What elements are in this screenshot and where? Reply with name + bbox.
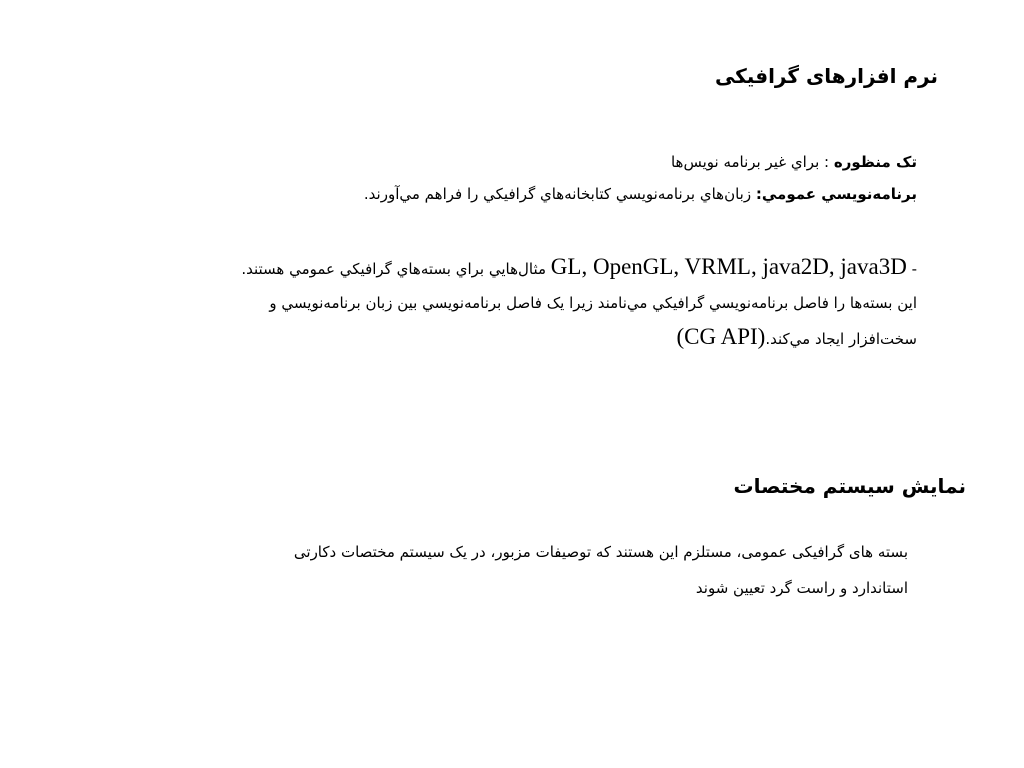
- general-programming-term: برنامه‌نويسي عمومي:: [755, 185, 917, 203]
- single-purpose-term: تک منظوره: [833, 153, 917, 171]
- coordinate-line-2: استاندارد و راست گرد تعیین شوند: [695, 579, 908, 597]
- packages-line-3: [64, 320, 917, 356]
- general-programming-line: [217, 178, 917, 210]
- single-purpose-desc: : براي غير برنامه نويس‌ها: [670, 153, 834, 171]
- graphics-packages-paragraph: [64, 250, 917, 356]
- section-title-graphics-software: نرم افزارهای گرافیکی: [714, 64, 938, 88]
- coordinate-system-paragraph: [120, 534, 908, 606]
- section-title-coordinate-system: نمایش سیستم مختصات: [733, 474, 966, 498]
- package-examples: GL, OpenGL, VRML, java2D, java3D: [550, 254, 907, 279]
- coordinate-line-1: بسته های گرافیکی عمومی، مستلزم این هستند که توصیفات مزبور، در یک سیستم مختصات دکارتی: [293, 543, 908, 561]
- general-programming-desc: زبان‌هاي برنامه‌نويسي كتابخانه‌هاي گرافيكي را فراهم مي‌آورند.: [363, 185, 756, 203]
- software-types-block: [217, 146, 917, 210]
- packages-line-1: [64, 250, 917, 286]
- single-purpose-line: [217, 146, 917, 178]
- packages-desc: مثال‌هايي براي بسته‌هاي گرافيكي عمومي هستند.: [241, 260, 551, 278]
- bullet-dash: -: [906, 260, 917, 278]
- packages-line-2: اين بسته‌ها را فاصل برنامه‌نويسي گرافيكي مي‌نامند زيرا يک فاصل برنامه‌نويسي بين زبان برنامه‌نويسي و: [269, 294, 917, 312]
- cg-api-label: (CG API): [676, 324, 766, 349]
- packages-line-3-text: سخت‌افزار ايجاد مي‌كند.: [765, 330, 917, 348]
